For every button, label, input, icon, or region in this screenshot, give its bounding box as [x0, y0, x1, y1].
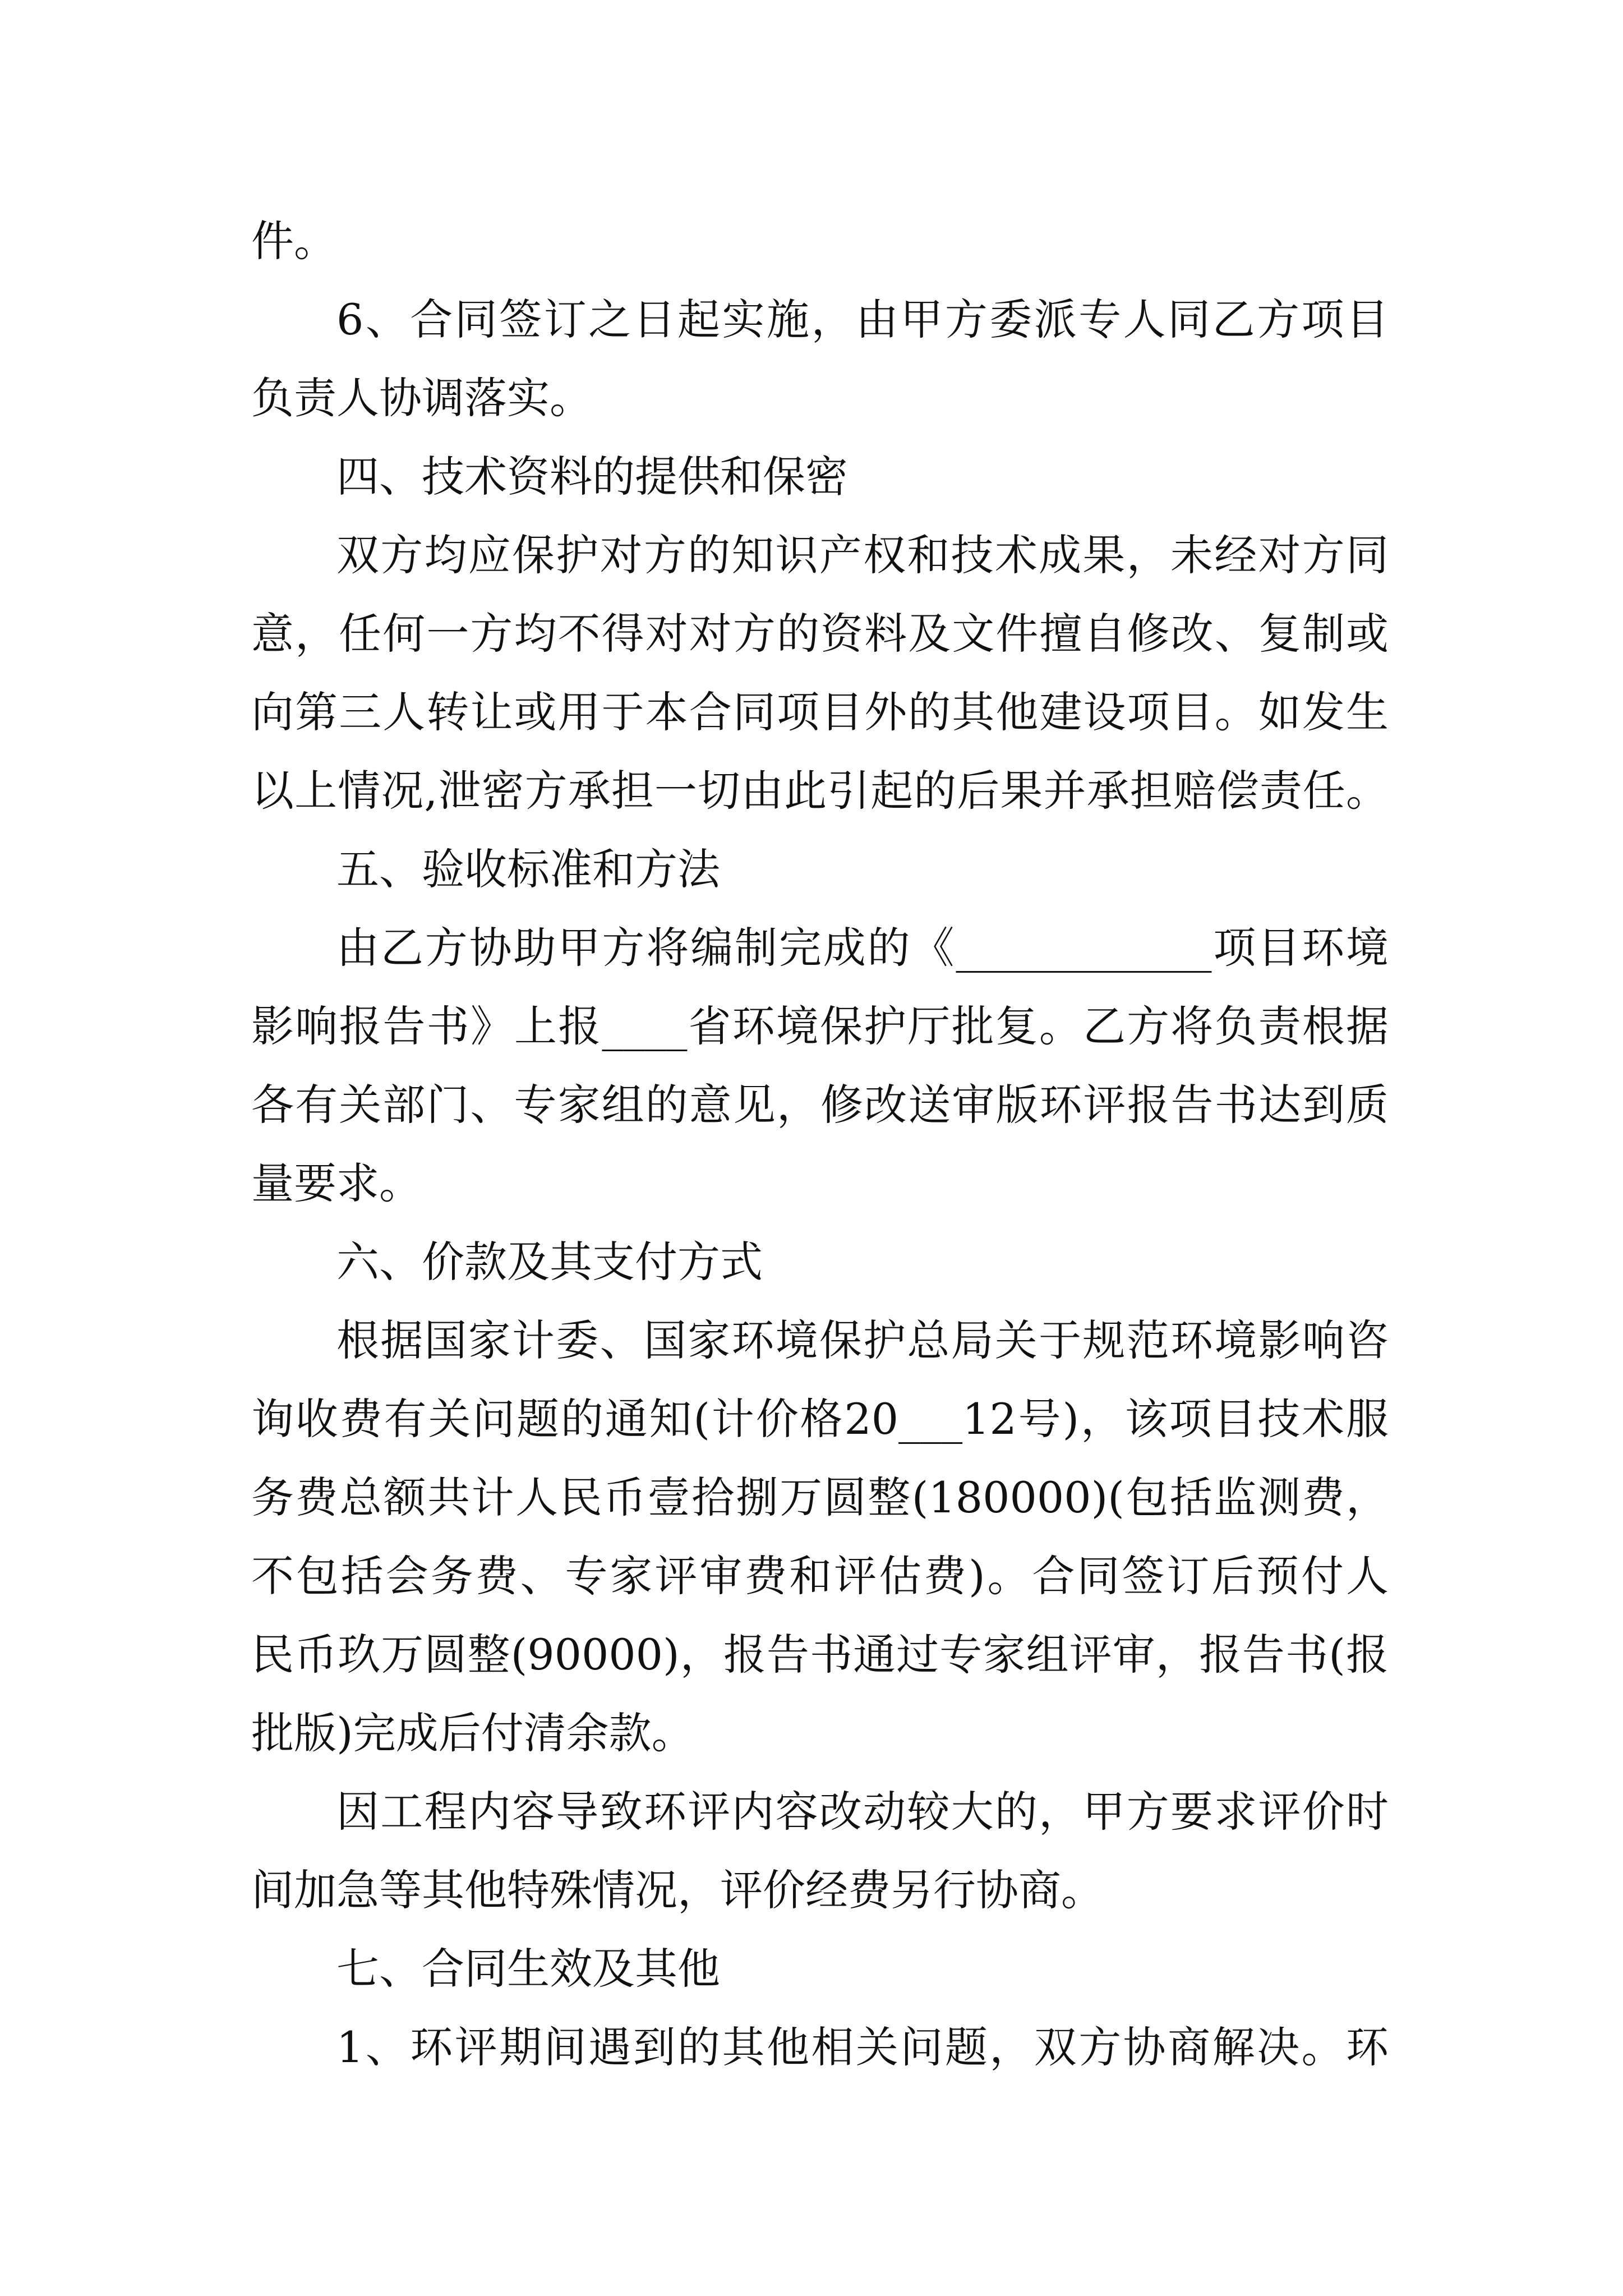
text-line: 1、环评期间遇到的其他相关问题，双方协商解决。环	[336, 2022, 1389, 2072]
text-line: 不包括会务费、专家评审费和评估费)。合同签订后预付人	[251, 1551, 1389, 1601]
text-line: 根据国家计委、国家环境保护总局关于规范环境影响咨	[336, 1315, 1389, 1365]
text-line: 批版)完成后付清余款。	[251, 1708, 694, 1758]
document-body	[251, 202, 1389, 2087]
text-line: 双方均应保护对方的知识产权和技术成果，未经对方同	[336, 530, 1389, 580]
text-line: 件。	[251, 216, 336, 266]
text-line: 影响报告书》上报____省环境保护厅批复。乙方将负责根据	[251, 1001, 1389, 1051]
text-line: 以上情况,泄密方承担一切由此引起的后果并承担赔偿责任。	[251, 766, 1389, 816]
text-line: 务费总额共计人民币壹拾捌万圆整(180000)(包括监测费，	[251, 1473, 1389, 1522]
section-heading: 六、价款及其支付方式	[336, 1237, 763, 1287]
text-line: 因工程内容导致环评内容改动较大的，甲方要求评价时	[336, 1787, 1389, 1837]
text-line: 由乙方协助甲方将编制完成的《____________项目环境	[336, 923, 1389, 973]
text-line: 间加急等其他特殊情况，评价经费另行协商。	[251, 1865, 1104, 1915]
text-line: 各有关部门、专家组的意见，修改送审版环评报告书达到质	[251, 1080, 1389, 1130]
text-line: 负责人协调落实。	[251, 373, 592, 423]
section-heading: 四、技术资料的提供和保密	[336, 452, 848, 501]
section-heading: 五、验收标准和方法	[336, 844, 720, 894]
text-line: 询收费有关问题的通知(计价格20___12号)，该项目技术服	[251, 1394, 1389, 1444]
section-heading: 七、合同生效及其他	[336, 1944, 720, 1994]
text-line: 意，任何一方均不得对对方的资料及文件擅自修改、复制或	[251, 609, 1389, 659]
text-line: 民币玖万圆整(90000)，报告书通过专家组评审，报告书(报	[251, 1630, 1389, 1680]
text-line: 6、合同签订之日起实施，由甲方委派专人同乙方项目	[336, 295, 1389, 344]
text-line: 量要求。	[251, 1158, 422, 1208]
text-line: 向第三人转让或用于本合同项目外的其他建设项目。如发生	[251, 687, 1389, 737]
